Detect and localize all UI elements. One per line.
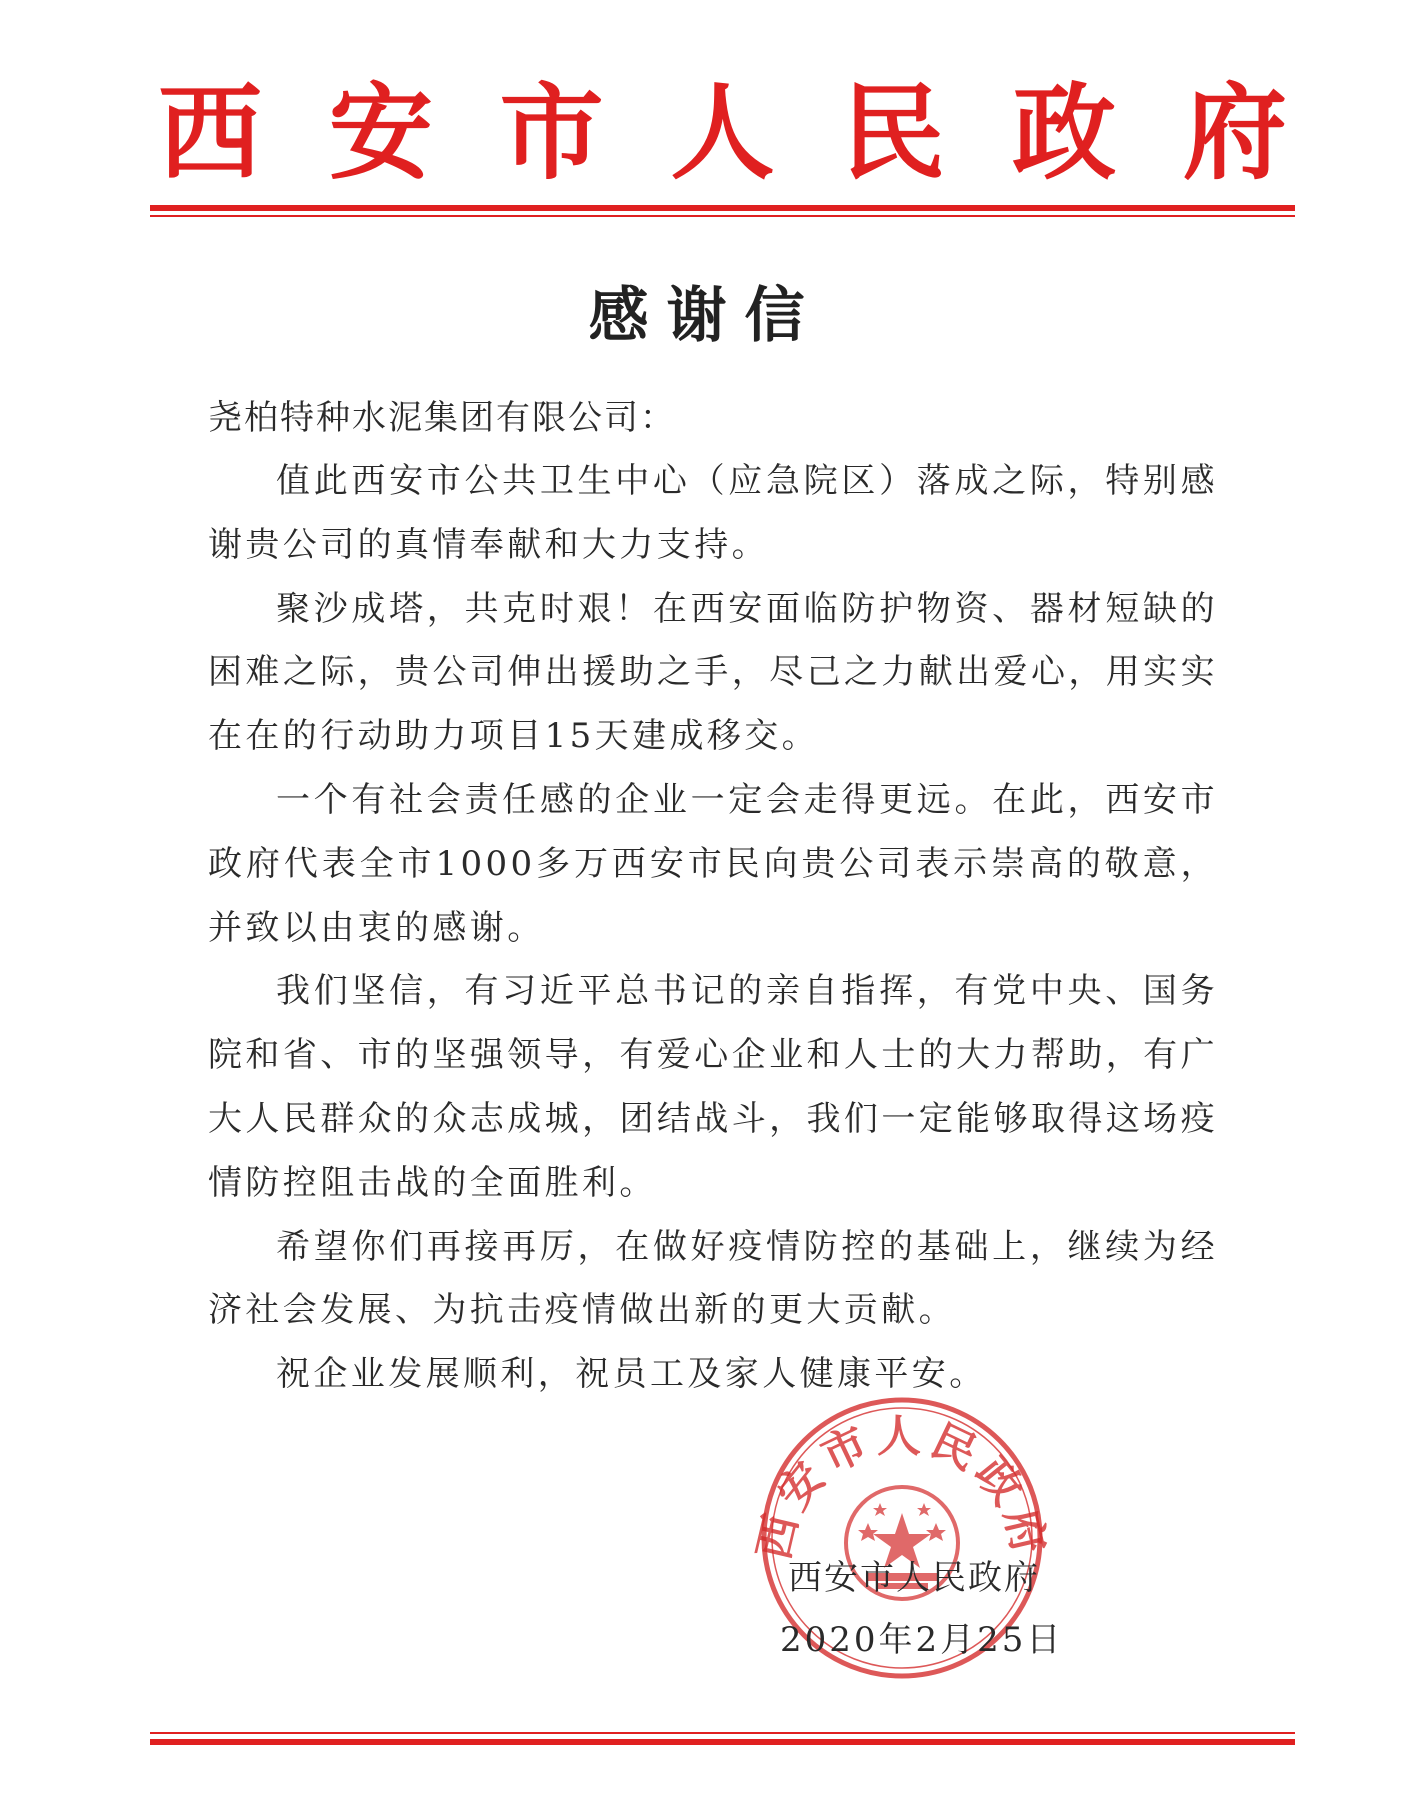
masthead-char: 人 bbox=[670, 71, 775, 194]
header-rule-thick bbox=[150, 205, 1295, 211]
letter-signer: 西安市人民政府 bbox=[788, 1558, 1040, 1598]
body-paragraph: 祝企业发展顺利，祝员工及家人健康平安。 bbox=[276, 1354, 987, 1395]
letter-salutation: 尧柏特种水泥集团有限公司： bbox=[208, 398, 676, 438]
masthead-char: 民 bbox=[841, 71, 946, 194]
header-rule-thin bbox=[150, 215, 1295, 217]
masthead-char: 安 bbox=[328, 71, 433, 194]
masthead-char: 西 bbox=[157, 71, 262, 194]
footer-rule-thick bbox=[150, 1739, 1295, 1745]
masthead-char: 市 bbox=[499, 71, 604, 194]
body-paragraph: 一个有社会责任感的企业一定会走得更远。在此，西安市政府代表全市1000多万西安市民向贵公司表示崇高的敬意，并致以由衷的感谢。 bbox=[208, 779, 1218, 948]
masthead-issuer bbox=[150, 71, 1295, 194]
letter-title: 感谢信 bbox=[588, 281, 823, 351]
body-paragraph: 聚沙成塔，共克时艰！在西安面临防护物资、器材短缺的困难之际，贵公司伸出援助之手，尽己之力献出爱心，用实实在在的行动助力项目15天建成移交。 bbox=[208, 588, 1218, 757]
footer-rule-thin bbox=[150, 1732, 1295, 1734]
letter-body bbox=[208, 450, 1218, 1407]
seal-text: 西安市人民政府 bbox=[748, 1411, 1056, 1565]
masthead-char: 政 bbox=[1012, 71, 1117, 194]
masthead-char: 府 bbox=[1182, 71, 1287, 194]
body-paragraph: 希望你们再接再厉，在做好疫情防控的基础上，继续为经济社会发展、为抗击疫情做出新的更大贡献。 bbox=[208, 1226, 1218, 1331]
body-paragraph: 我们坚信，有习近平总书记的亲自指挥，有党中央、国务院和省、市的坚强领导，有爱心企业和人士的大力帮助，有广大人民群众的众志成城，团结战斗，我们一定能够取得这场疫情防控阻击战的全面胜利。 bbox=[208, 971, 1218, 1203]
letter-date: 2020年2月25日 bbox=[780, 1620, 1064, 1660]
body-paragraph: 值此西安市公共卫生中心（应急院区）落成之际，特别感谢贵公司的真情奉献和大力支持。 bbox=[208, 461, 1218, 565]
